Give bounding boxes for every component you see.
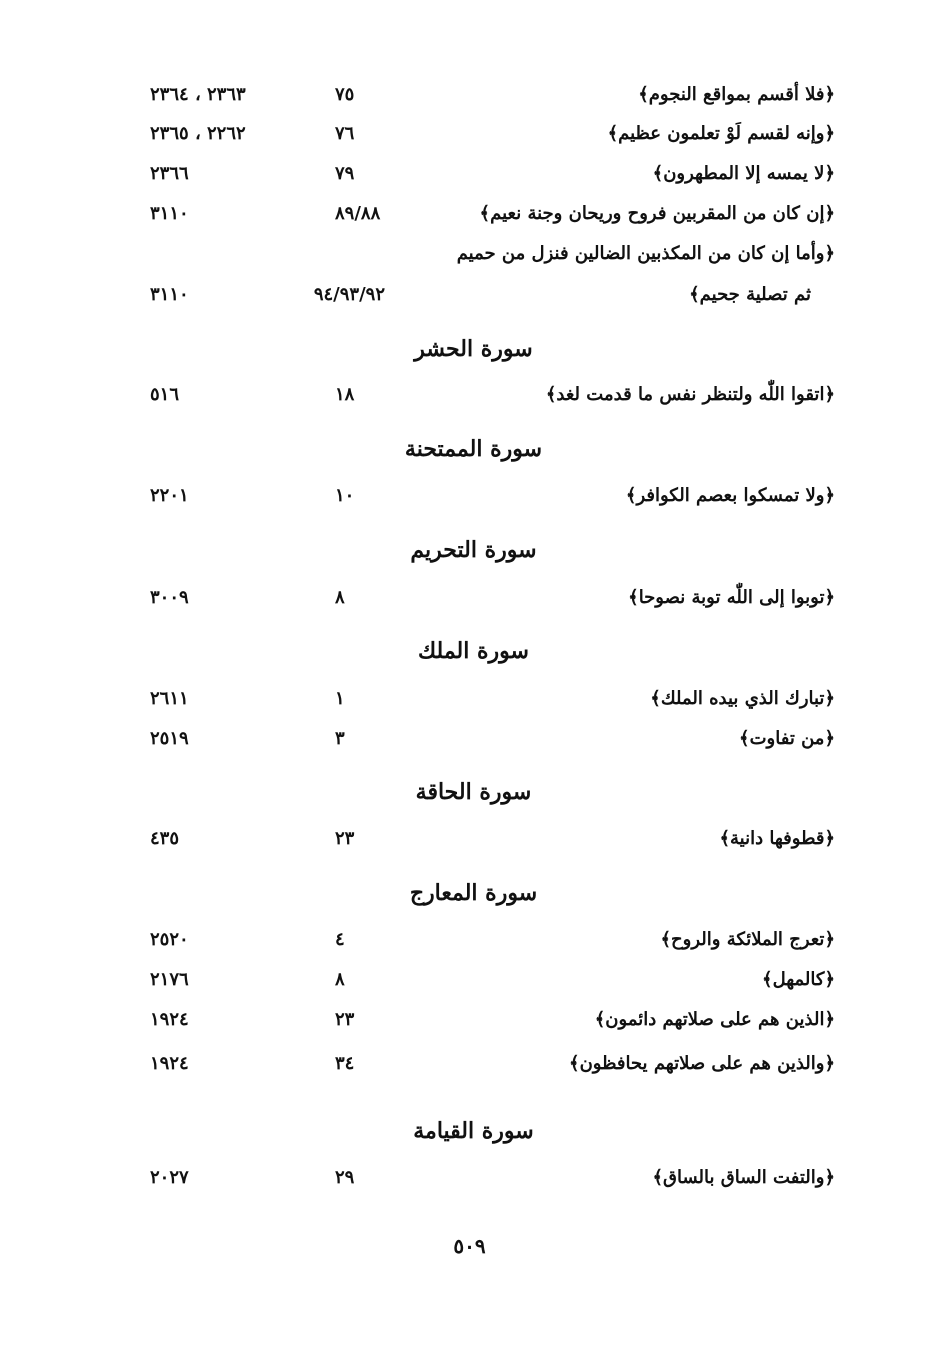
verse-text: ﴿وأما إن كان من المكذبين الضالين فنزل من حميم xyxy=(456,243,835,264)
verse-text: ﴿تبارك الذي بيده الملك﴾ xyxy=(650,688,835,709)
surah-heading xyxy=(0,777,939,807)
verse-text: ﴿فلا أقسم بمواقع النجوم﴾ xyxy=(638,84,835,105)
reference-numbers: ٣٠٠٩ xyxy=(150,587,189,608)
ayah-number: ٤ xyxy=(335,929,345,950)
verse-text: ﴿ولا تمسكوا بعصم الكوافر﴾ xyxy=(625,485,835,506)
reference-numbers: ٣١١٠ xyxy=(150,203,189,224)
reference-numbers: ٢٢٦٢ ، ٢٣٦٥ xyxy=(150,123,246,144)
verse-text: ﴿والذين هم على صلاتهم يحافظون﴾ xyxy=(569,1053,835,1074)
verse-text: ﴿قطوفها دانية﴾ xyxy=(719,828,835,849)
surah-title: سورة المعارج xyxy=(409,880,538,906)
surah-heading xyxy=(0,878,939,908)
verse-text: ﴿والتفت الساق بالساق﴾ xyxy=(652,1167,835,1188)
surah-title: سورة الملك xyxy=(418,638,529,664)
verse-text: ﴿كالمهل﴾ xyxy=(762,969,835,990)
ayah-number: ٨ xyxy=(335,969,345,990)
reference-numbers: ٢١٧٦ xyxy=(150,969,189,990)
verse-text: ﴿الذين هم على صلاتهم دائمون﴾ xyxy=(594,1009,835,1030)
reference-numbers: ٢٢٠١ xyxy=(150,485,189,506)
reference-numbers: ٢٦١١ xyxy=(150,688,189,709)
verse-text: ﴿من تفاوت﴾ xyxy=(739,728,835,749)
surah-title: سورة الممتحنة xyxy=(404,436,543,462)
verse-text: ﴿تعرج الملائكة والروح﴾ xyxy=(660,929,835,950)
reference-numbers: ٢٠٢٧ xyxy=(150,1167,189,1188)
ayah-number: ١٠ xyxy=(335,485,355,506)
ayah-number: ٨ xyxy=(335,587,345,608)
reference-numbers: ٢٥٢٠ xyxy=(150,929,189,950)
surah-title: سورة التحريم xyxy=(410,537,537,563)
surah-title: سورة الحاقة xyxy=(415,779,532,805)
ayah-number: ٣ xyxy=(335,728,345,749)
ayah-number: ٧٥ xyxy=(335,84,355,105)
surah-heading xyxy=(0,636,939,666)
verse-text: ﴿لا يمسه إلا المطهرون﴾ xyxy=(652,163,835,184)
ayah-number: ٢٩ xyxy=(335,1167,355,1188)
verse-text: ﴿اتقوا اللّٰه ولتنظر نفس ما قدمت لغد﴾ xyxy=(545,384,835,405)
reference-numbers: ٢٥١٩ xyxy=(150,728,189,749)
reference-numbers: ٤٣٥ xyxy=(150,828,180,849)
surah-heading xyxy=(0,434,939,464)
ayah-number: ١ xyxy=(335,688,345,709)
reference-numbers: ٣١١٠ xyxy=(150,284,189,305)
ayah-number: ٧٦ xyxy=(335,123,355,144)
surah-title: سورة الحشر xyxy=(414,336,533,362)
ayah-number: ٩٤/٩٣/٩٢ xyxy=(313,284,385,305)
ayah-number: ٣٤ xyxy=(335,1053,355,1074)
verse-text: ﴿توبوا إلى اللّٰه توبة نصوحا﴾ xyxy=(628,587,835,608)
page-number: ٥٠٩ xyxy=(453,1234,486,1258)
reference-numbers: ١٩٢٤ xyxy=(150,1053,189,1074)
reference-numbers: ٢٣٦٦ xyxy=(150,163,189,184)
surah-heading xyxy=(0,334,939,364)
surah-title: سورة القيامة xyxy=(413,1118,534,1144)
reference-numbers: ٢٣٦٣ ، ٢٣٦٤ xyxy=(150,84,246,105)
verse-text: ﴿إن كان من المقربين فروح وريحان وجنة نعيم﴾ xyxy=(479,203,835,224)
ayah-number: ٢٣ xyxy=(335,828,355,849)
ayah-number: ٧٩ xyxy=(335,163,355,184)
verse-text: ثم تصلية جحيم﴾ xyxy=(689,284,811,305)
verse-text: ﴿وإنه لقسم لَوْ تعلمون عظيم﴾ xyxy=(607,123,835,144)
surah-heading xyxy=(0,535,939,565)
surah-heading xyxy=(0,1116,939,1146)
reference-numbers: ٥١٦ xyxy=(150,384,180,405)
reference-numbers: ١٩٢٤ xyxy=(150,1009,189,1030)
ayah-number: ٢٣ xyxy=(335,1009,355,1030)
ayah-number: ٨٩/٨٨ xyxy=(335,203,381,224)
ayah-number: ١٨ xyxy=(335,384,355,405)
